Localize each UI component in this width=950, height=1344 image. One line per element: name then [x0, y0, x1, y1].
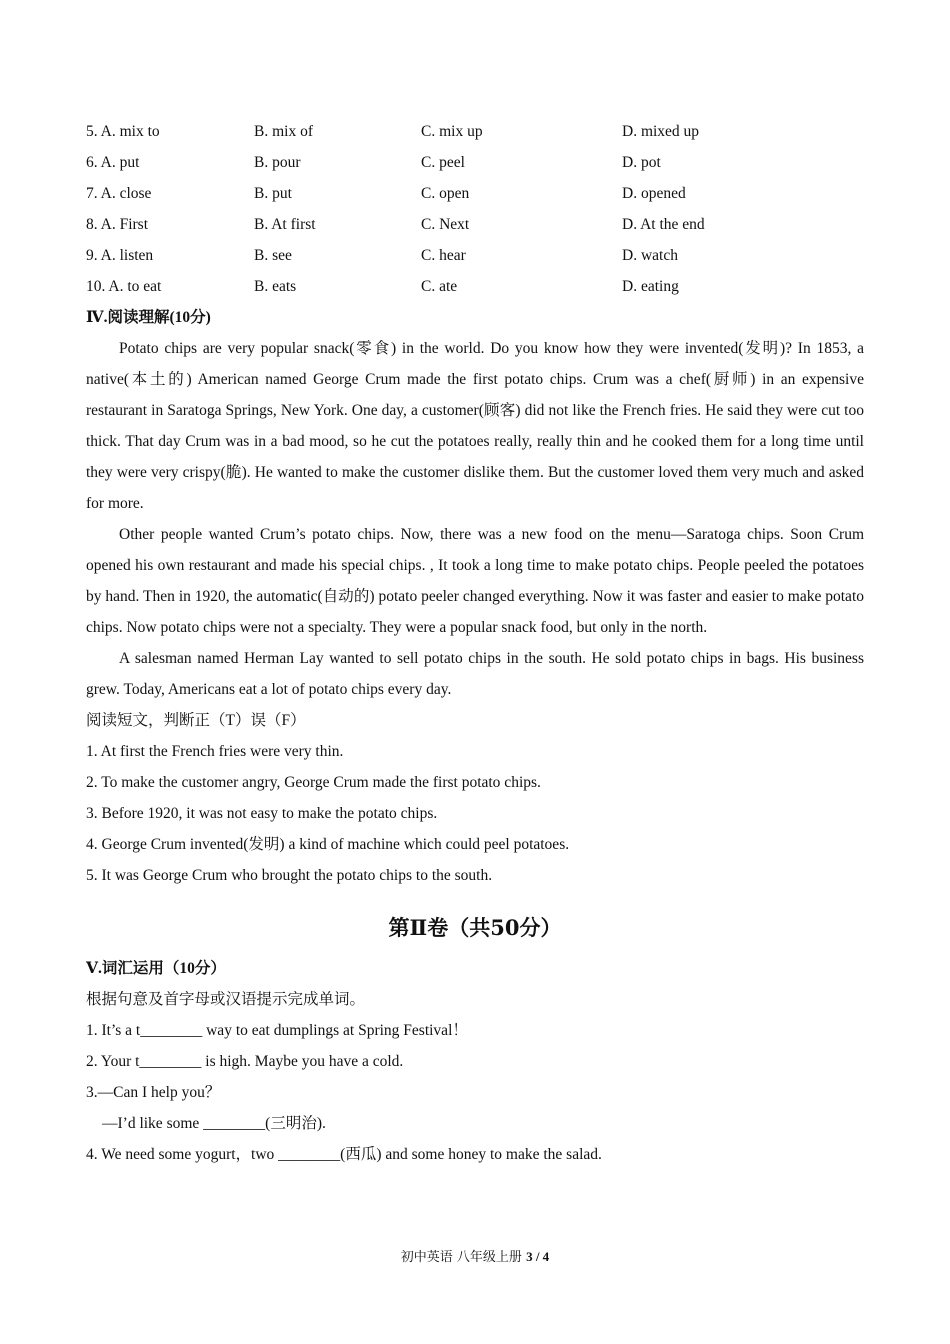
- option-row: [86, 209, 864, 240]
- option-c: C. mix up: [421, 122, 483, 140]
- reading-heading: Ⅳ.阅读理解(10分): [86, 309, 211, 326]
- option-d: D. pot: [622, 153, 661, 171]
- option-row: [86, 116, 864, 147]
- option-a: 7. A. close: [86, 184, 152, 202]
- option-a: 10. A. to eat: [86, 277, 162, 295]
- option-d: D. At the end: [622, 215, 705, 233]
- option-row: [86, 178, 864, 209]
- page-footer: [0, 1246, 950, 1265]
- option-b: B. eats: [254, 277, 297, 295]
- vocab-item: 3.—Can I help you？: [86, 1084, 221, 1101]
- option-c: C. open: [421, 184, 470, 202]
- option-a: 5. A. mix to: [86, 122, 160, 140]
- tf-question: 2. To make the customer angry, George Crum made the first potato chips.: [86, 774, 541, 791]
- option-a: 9. A. listen: [86, 246, 154, 264]
- option-d: D. watch: [622, 246, 678, 264]
- reading-paragraph: Potato chips are very popular snack(零食) in the world. Do you know how they were invented(发明)? In 1853, a native(本土的) American named George Crum made the first potato chips. Crum was a chef(厨师) in an expensive restaurant in Saratoga Springs, New York. One day, a customer(顾客) did not like the French fries. He said they were cut too thick. That day Crum was in a bad mood, so he cut the potatoes really, really thin and he cooked them for a long time until they were very crispy(脆). He wanted to make the customer dislike them. But the customer loved them very much and asked for more.: [86, 340, 864, 512]
- part-two-title: 第Ⅱ卷（共50分）: [388, 915, 562, 940]
- page-number: 3 / 4: [526, 1249, 550, 1264]
- option-row: [86, 147, 864, 178]
- vocab-heading: Ⅴ.词汇运用（10分）: [86, 960, 226, 977]
- reading-paragraph: Other people wanted Crum’s potato chips. Now, there was a new food on the menu—Saratoga chips. Soon Crum opened his own restaurant and made his special chips. , It took a long time to make potato chips. People peeled the potatoes by hand. Then in 1920, the automatic(自动的) potato peeler changed everything. Now it was faster and easier to make potato chips. Now potato chips were not a specialty. They were a popular snack food, but only in the north.: [86, 526, 864, 636]
- option-b: B. mix of: [254, 122, 313, 140]
- option-d: D. opened: [622, 184, 686, 202]
- option-d: D. eating: [622, 277, 679, 295]
- option-c: C. hear: [421, 246, 466, 264]
- footer-text: 初中英语 八年级上册: [400, 1250, 527, 1265]
- vocab-item: 1. It’s a t________ way to eat dumplings at Spring Festival！: [86, 1022, 468, 1039]
- vocab-item: 2. Your t________ is high. Maybe you have a cold.: [86, 1053, 404, 1070]
- tf-question: 3. Before 1920, it was not easy to make the potato chips.: [86, 805, 438, 822]
- option-row: [86, 240, 864, 271]
- option-b: B. put: [254, 184, 292, 202]
- tf-question: 4. George Crum invented(发明) a kind of machine which could peel potatoes.: [86, 836, 570, 853]
- tf-question: 5. It was George Crum who brought the potato chips to the south.: [86, 867, 493, 884]
- option-c: C. Next: [421, 215, 470, 233]
- vocab-item: —I’d like some ________(三明治).: [102, 1115, 326, 1132]
- option-a: 8. A. First: [86, 215, 149, 233]
- vocab-instruction: 根据句意及首字母或汉语提示完成单词。: [86, 991, 366, 1008]
- option-b: B. see: [254, 246, 292, 264]
- option-a: 6. A. put: [86, 153, 140, 171]
- option-b: B. pour: [254, 153, 301, 171]
- option-d: D. mixed up: [622, 122, 700, 140]
- tf-question: 1. At first the French fries were very thin.: [86, 743, 344, 760]
- exam-page: [86, 116, 864, 1170]
- option-row: [86, 271, 864, 302]
- option-c: C. peel: [421, 153, 465, 171]
- reading-instruction: 阅读短文，判断正（T）误（F）: [86, 712, 306, 729]
- options-table: [86, 116, 864, 302]
- vocab-item: 4. We need some yogurt，two ________(西瓜) and some honey to make the salad.: [86, 1146, 602, 1163]
- option-b: B. At first: [254, 215, 316, 233]
- option-c: C. ate: [421, 277, 458, 295]
- reading-paragraph: A salesman named Herman Lay wanted to sell potato chips in the south. He sold potato chips in bags. His business grew. Today, Americans eat a lot of potato chips every day.: [86, 650, 864, 698]
